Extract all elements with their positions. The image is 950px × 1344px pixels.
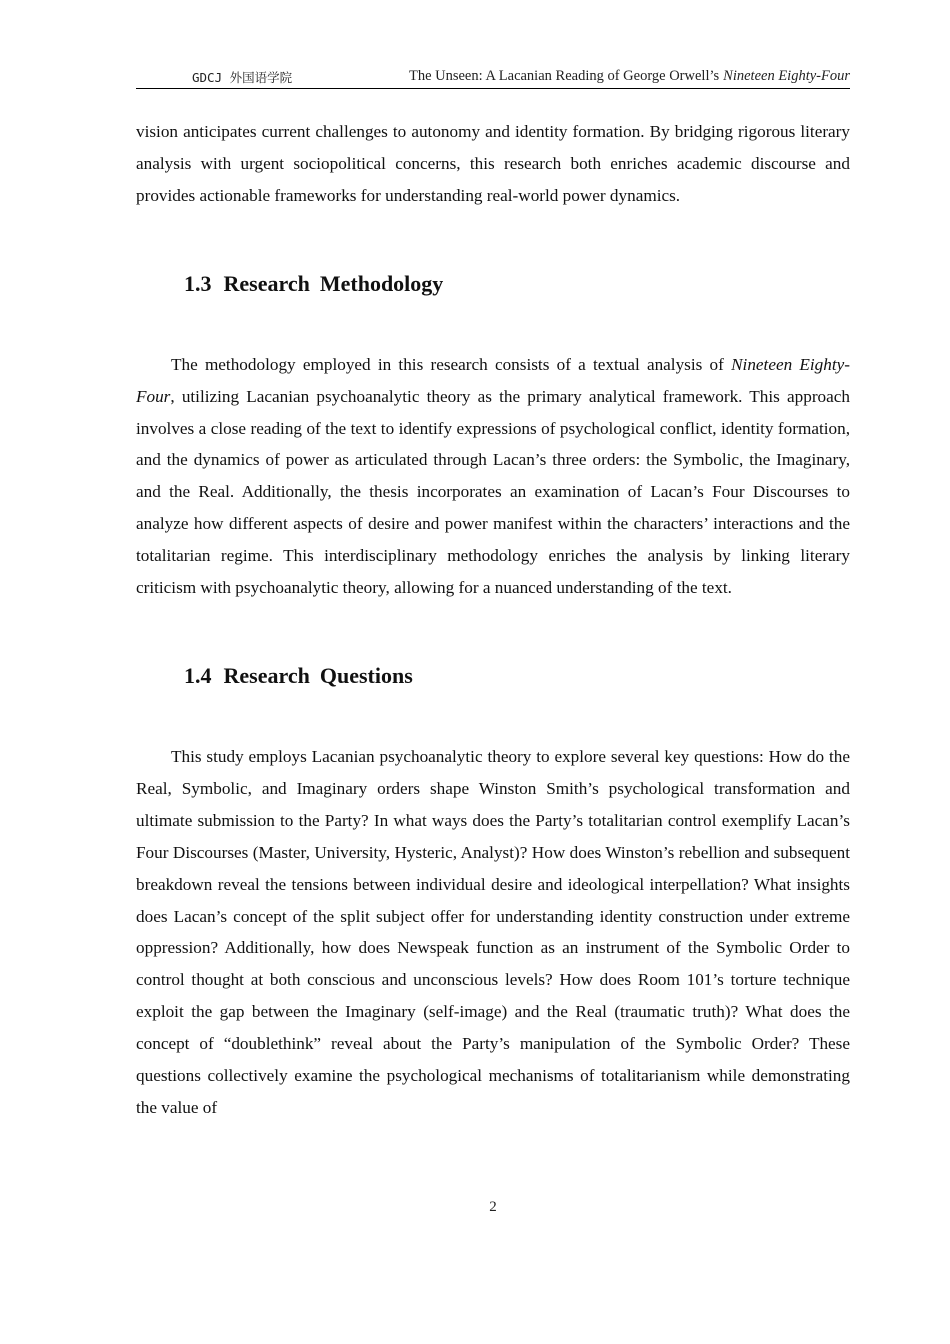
header-institution: GDCJ 外国语学院 [192,70,293,85]
header-title [409,68,850,85]
research-questions-paragraph: This study employs Lacanian psychoanalytic theory to explore several key questions: How do the Real, Symbolic, and Imaginary orders shape Winston Smith’s psychological transformation and ultimate submission to the Party? In what ways does the Party’s totalitarian control exemplify Lacan’s Four Discourses (Master, University, Hysteric, Analyst)? How does Winston’s rebellion and subsequent breakdown reveal the tensions between individual desire and ideological interpellation? What insights does Lacan’s concept of the split subject offer for understanding identity construction under extreme oppression? Additionally, how does Newspeak function as an instrument of the Symbolic Order to control thought at both conscious and unconscious levels? How does Room 101’s torture technique exploit the gap between the Imaginary (self-image) and the Real (traumatic truth)? What does the concept of “doublethink” reveal about the Party’s manipulation of the Symbolic Order? These questions collectively examine the psychological mechanisms of totalitarianism while demonstrating the value of [136,746,850,1117]
methodology-text-rest: , utilizing Lacanian psychoanalytic theory as the primary analytical framework. This approach involves a close reading of the text to identify expressions of psychological conflict, identity formation, and the dynamics of power as articulated through Lacan’s three orders: the Symbolic, the Imaginary, and the Real. Additionally, the thesis incorporates an examination of Lacan’s Four Discourses to analyze how different aspects of desire and power manifest within the characters’ interactions and the totalitarian regime. This interdisciplinary methodology enriches the analysis by linking literary criticism with psychoanalytic theory, allowing for a nuanced understanding of the text. [136,386,850,598]
section-heading-1-3 [136,269,850,299]
section-title-word: Research [223,662,310,688]
section-title-word: Research [223,270,310,296]
page-number: 2 [489,1199,497,1215]
running-header [136,66,850,89]
section-heading-1-4 [136,661,850,691]
section-number: 1.3 [184,270,212,296]
novel-title: Nineteen Eighty-Four [136,354,850,406]
intro-paragraph: vision anticipates current challenges to autonomy and identity formation. By bridging rigorous literary analysis with urgent sociopolitical concerns, this research both enriches academic discourse and provides actionable frameworks for understanding real-world power dynamics. [136,122,850,205]
section-number: 1.4 [184,662,212,688]
header-title-italic: Nineteen Eighty-Four [723,68,850,84]
section-title-word: Questions [319,662,413,688]
header-title-main: The Unseen: A Lacanian Reading of George Orwell’s [408,68,720,84]
page-body [136,116,850,1124]
section-title-word: Methodology [319,270,444,296]
methodology-text-start: The methodology employed in this research consists of a textual analysis of [171,354,732,374]
methodology-paragraph [136,349,850,604]
